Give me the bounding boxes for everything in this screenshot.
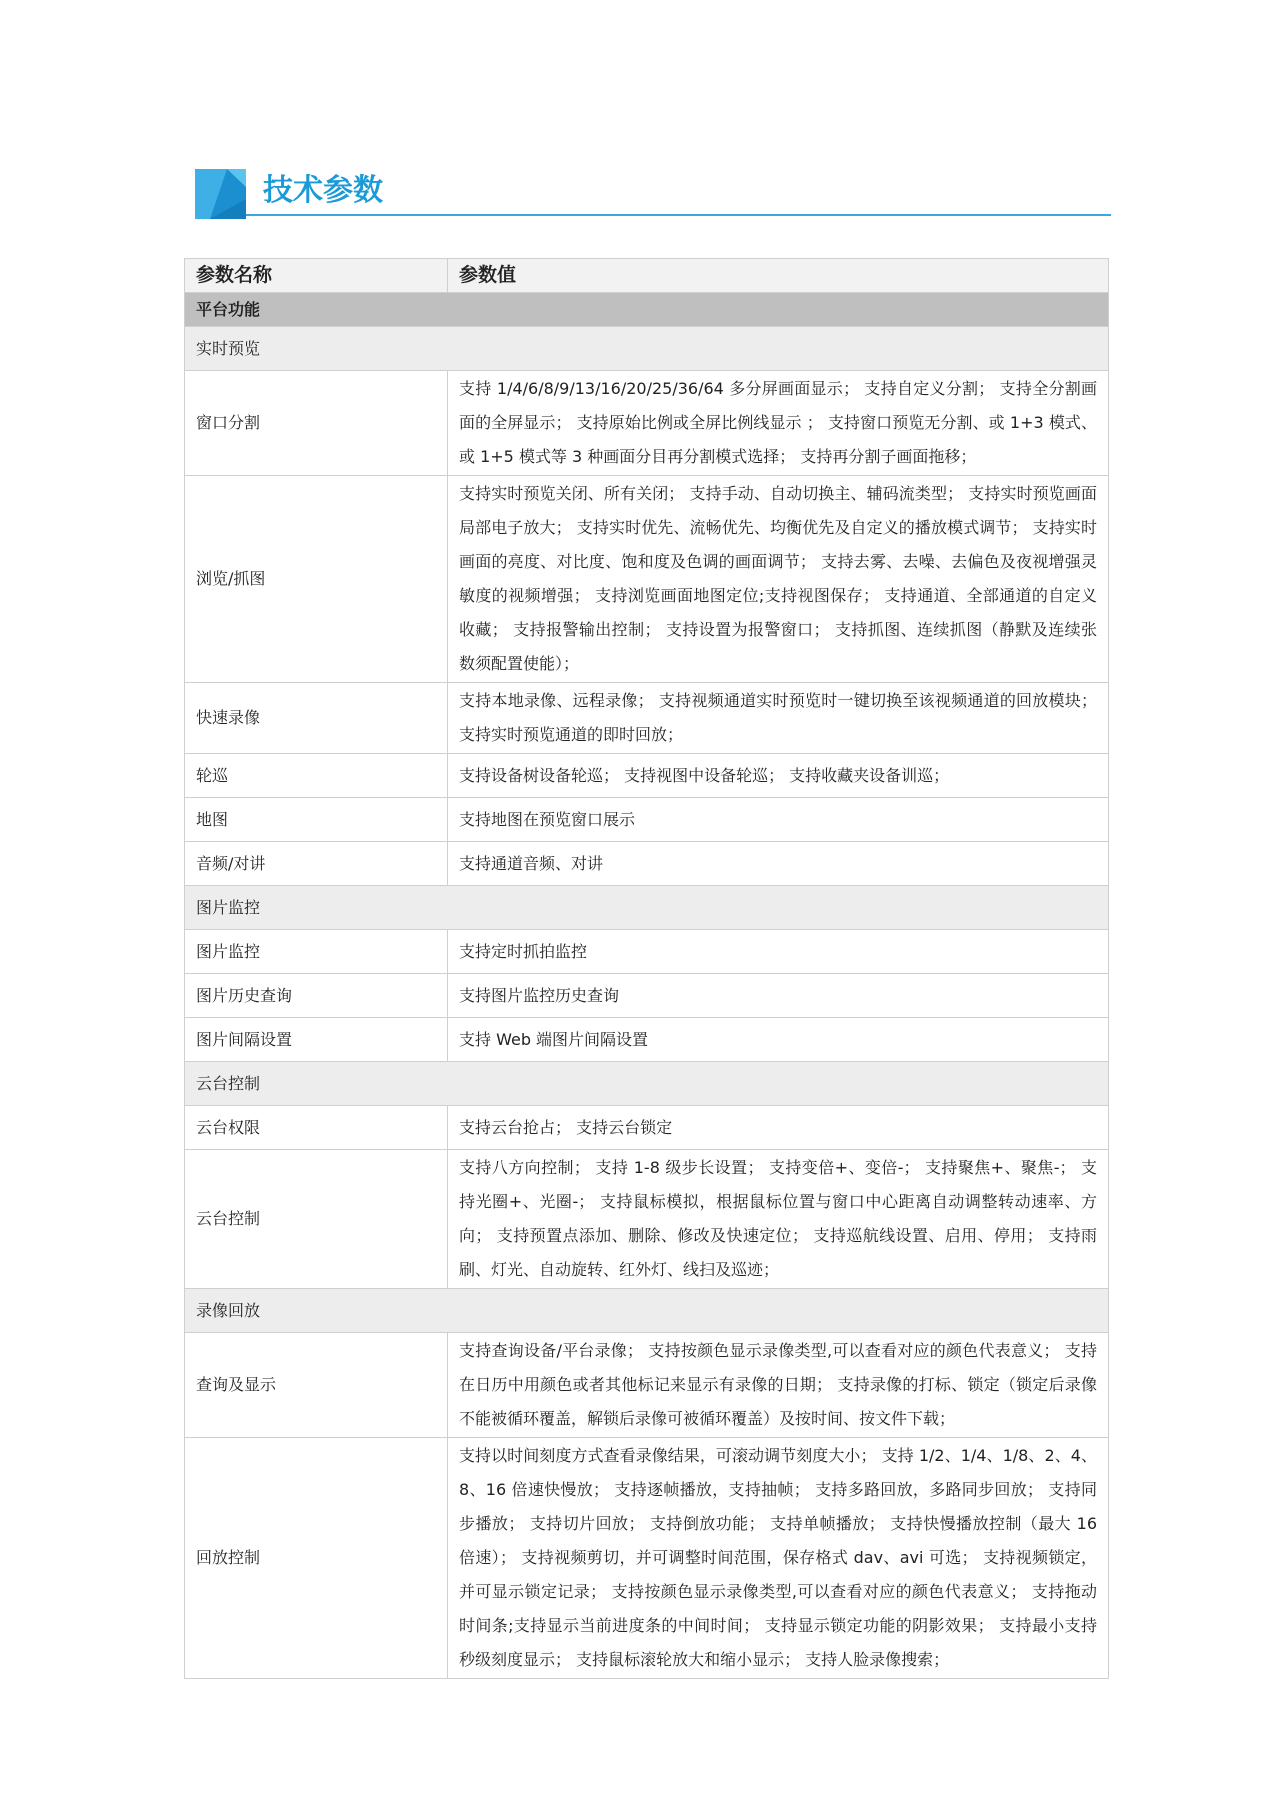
param-value: 支持定时抓拍监控 (448, 930, 1109, 974)
param-value: 支持图片监控历史查询 (448, 974, 1109, 1018)
section-row (185, 1289, 1109, 1333)
param-name: 回放控制 (185, 1438, 448, 1679)
table-header-row (185, 259, 1109, 293)
param-name: 地图 (185, 798, 448, 842)
table-row (185, 1333, 1109, 1438)
category-row (185, 293, 1109, 327)
section-title: 云台控制 (185, 1062, 1109, 1106)
table-row (185, 683, 1109, 754)
param-name: 查询及显示 (185, 1333, 448, 1438)
param-value: 支持八方向控制； 支持 1-8 级步长设置； 支持变倍+、变倍-； 支持聚焦+、聚焦-； 支持光圈+、光圈-； 支持鼠标模拟，根据鼠标位置与窗口中心距离自动调整转动速率、方向； 支持预置点添加、删除、修改及快速定位； 支持巡航线设置、启用、停用； 支持雨刷、灯光、自动旋转、红外灯、线扫及巡迹； (448, 1150, 1109, 1289)
param-value: 支持设备树设备轮巡； 支持视图中设备轮巡； 支持收藏夹设备训巡； (448, 754, 1109, 798)
category-title: 平台功能 (185, 293, 1109, 327)
table-row (185, 1438, 1109, 1679)
column-header-value: 参数值 (448, 259, 1109, 293)
table-row (185, 1106, 1109, 1150)
param-value: 支持 Web 端图片间隔设置 (448, 1018, 1109, 1062)
param-name: 轮巡 (185, 754, 448, 798)
section-title-icon (195, 169, 246, 219)
section-row (185, 886, 1109, 930)
param-value: 支持地图在预览窗口展示 (448, 798, 1109, 842)
table-row (185, 974, 1109, 1018)
param-name: 云台控制 (185, 1150, 448, 1289)
table-row (185, 371, 1109, 476)
param-name: 音频/对讲 (185, 842, 448, 886)
table-row (185, 754, 1109, 798)
param-name: 快速录像 (185, 683, 448, 754)
table-row (185, 1018, 1109, 1062)
section-title: 实时预览 (185, 327, 1109, 371)
param-value: 支持实时预览关闭、所有关闭； 支持手动、自动切换主、辅码流类型； 支持实时预览画面局部电子放大； 支持实时优先、流畅优先、均衡优先及自定义的播放模式调节； 支持实时画面的亮度、对比度、饱和度及色调的画面调节； 支持去雾、去噪、去偏色及夜视增强灵敏度的视频增强； 支持浏览画面地图定位;支持视图保存； 支持通道、全部通道的自定义收藏； 支持报警输出控制； 支持设置为报警窗口； 支持抓图、连续抓图（静默及连续张数须配置使能）； (448, 476, 1109, 683)
param-value: 支持云台抢占； 支持云台锁定 (448, 1106, 1109, 1150)
table-row (185, 930, 1109, 974)
param-name: 图片历史查询 (185, 974, 448, 1018)
param-value: 支持通道音频、对讲 (448, 842, 1109, 886)
param-name: 图片监控 (185, 930, 448, 974)
table-row (185, 476, 1109, 683)
table-row (185, 1150, 1109, 1289)
param-value: 支持查询设备/平台录像； 支持按颜色显示录像类型,可以查看对应的颜色代表意义； 支持在日历中用颜色或者其他标记来显示有录像的日期； 支持录像的打标、锁定（锁定后录像不能被循环覆盖，解锁后录像可被循环覆盖）及按时间、按文件下载； (448, 1333, 1109, 1438)
section-title: 录像回放 (185, 1289, 1109, 1333)
param-value: 支持本地录像、远程录像； 支持视频通道实时预览时一键切换至该视频通道的回放模块； 支持实时预览通道的即时回放； (448, 683, 1109, 754)
section-row (185, 1062, 1109, 1106)
param-value: 支持 1/4/6/8/9/13/16/20/25/36/64 多分屏画面显示； 支持自定义分割； 支持全分割画面的全屏显示； 支持原始比例或全屏比例线显示 ； 支持窗口预览无分割、或 1+3 模式、或 1+5 模式等 3 种画面分目再分割模式选择； 支持再分割子画面拖移； (448, 371, 1109, 476)
table-row (185, 842, 1109, 886)
param-name: 窗口分割 (185, 371, 448, 476)
section-title: 图片监控 (185, 886, 1109, 930)
table-row (185, 798, 1109, 842)
param-name: 图片间隔设置 (185, 1018, 448, 1062)
page-title: 技术参数 (263, 173, 383, 208)
param-name: 云台权限 (185, 1106, 448, 1150)
param-name: 浏览/抓图 (185, 476, 448, 683)
title-underline (246, 214, 1111, 216)
section-row (185, 327, 1109, 371)
parameter-table (184, 258, 1109, 1679)
column-header-name: 参数名称 (185, 259, 448, 293)
param-value: 支持以时间刻度方式查看录像结果，可滚动调节刻度大小； 支持 1/2、1/4、1/8、2、4、8、16 倍速快慢放； 支持逐帧播放，支持抽帧； 支持多路回放，多路同步回放； 支持同步播放； 支持切片回放； 支持倒放功能； 支持单帧播放； 支持快慢播放控制（最大 16 倍速）； 支持视频剪切，并可调整时间范围，保存格式 dav、avi 可选； 支持视频锁定，并可显示锁定记录； 支持按颜色显示录像类型,可以查看对应的颜色代表意义； 支持拖动时间条;支持显示当前进度条的中间时间； 支持显示锁定功能的阴影效果； 支持最小支持秒级刻度显示； 支持鼠标滚轮放大和缩小显示； 支持人脸录像搜索； (448, 1438, 1109, 1679)
